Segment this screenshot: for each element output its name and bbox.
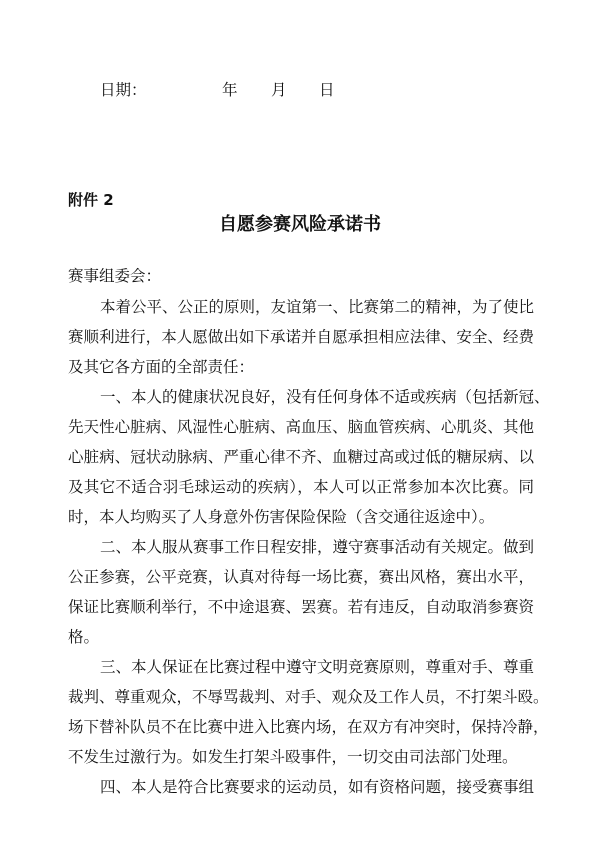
body-line: 格。 — [68, 628, 100, 646]
date-month-label: 月 — [271, 81, 287, 99]
body-line: 公正参赛，公平竞赛，认真对待每一场比赛，赛出风格，赛出水平， — [68, 568, 534, 586]
salutation: 赛事组委会： — [68, 267, 162, 285]
date-year-label: 年 — [222, 81, 238, 99]
body-line: 赛顺利进行，本人愿做出如下承诺并自愿承担相应法律、安全、经费 — [68, 328, 534, 346]
date-label: 日期： — [100, 81, 147, 99]
document-title: 自愿参赛风险承诺书 — [219, 214, 381, 235]
body-line: 及其它各方面的全部责任： — [68, 358, 255, 376]
body-line: 时，本人均购买了人身意外伤害保险保险（含交通往返途中）。 — [68, 508, 495, 526]
body-line: 四、本人是符合比赛要求的运动员，如有资格问题，接受赛事组 — [100, 778, 535, 796]
body-line: 本着公平、公正的原则，友谊第一、比赛第二的精神，为了使比 — [100, 298, 535, 316]
attachment-label: 附件 2 — [68, 191, 114, 209]
body-line: 三、本人保证在比赛过程中遵守文明竞赛原则，尊重对手、尊重 — [100, 658, 535, 676]
body-line: 及其它不适合羽毛球运动的疾病），本人可以正常参加本次比赛。同 — [68, 478, 534, 496]
body-line: 先天性心脏病、风湿性心脏病、高血压、脑血管疾病、心肌炎、其他 — [68, 418, 534, 436]
body-line: 不发生过激行为。如发生打架斗殴事件，一切交由司法部门处理。 — [68, 748, 518, 766]
date-day-label: 日 — [319, 81, 335, 99]
body-line: 保证比赛顺利举行，不中途退赛、罢赛。若有违反，自动取消参赛资 — [68, 598, 534, 616]
body-line: 裁判、尊重观众，不辱骂裁判、对手、观众及工作人员，不打架斗殴。 — [68, 688, 549, 706]
body-line: 心脏病、冠状动脉病、严重心律不齐、血糖过高或过低的糖尿病、以 — [68, 448, 534, 466]
body-line: 一、本人的健康状况良好，没有任何身体不适或疾病（包括新冠、 — [100, 388, 550, 406]
body-line: 二、本人服从赛事工作日程安排，遵守赛事活动有关规定。做到 — [100, 538, 535, 556]
body-line: 场下替补队员不在比赛中进入比赛内场，在双方有冲突时，保持冷静， — [68, 718, 549, 736]
